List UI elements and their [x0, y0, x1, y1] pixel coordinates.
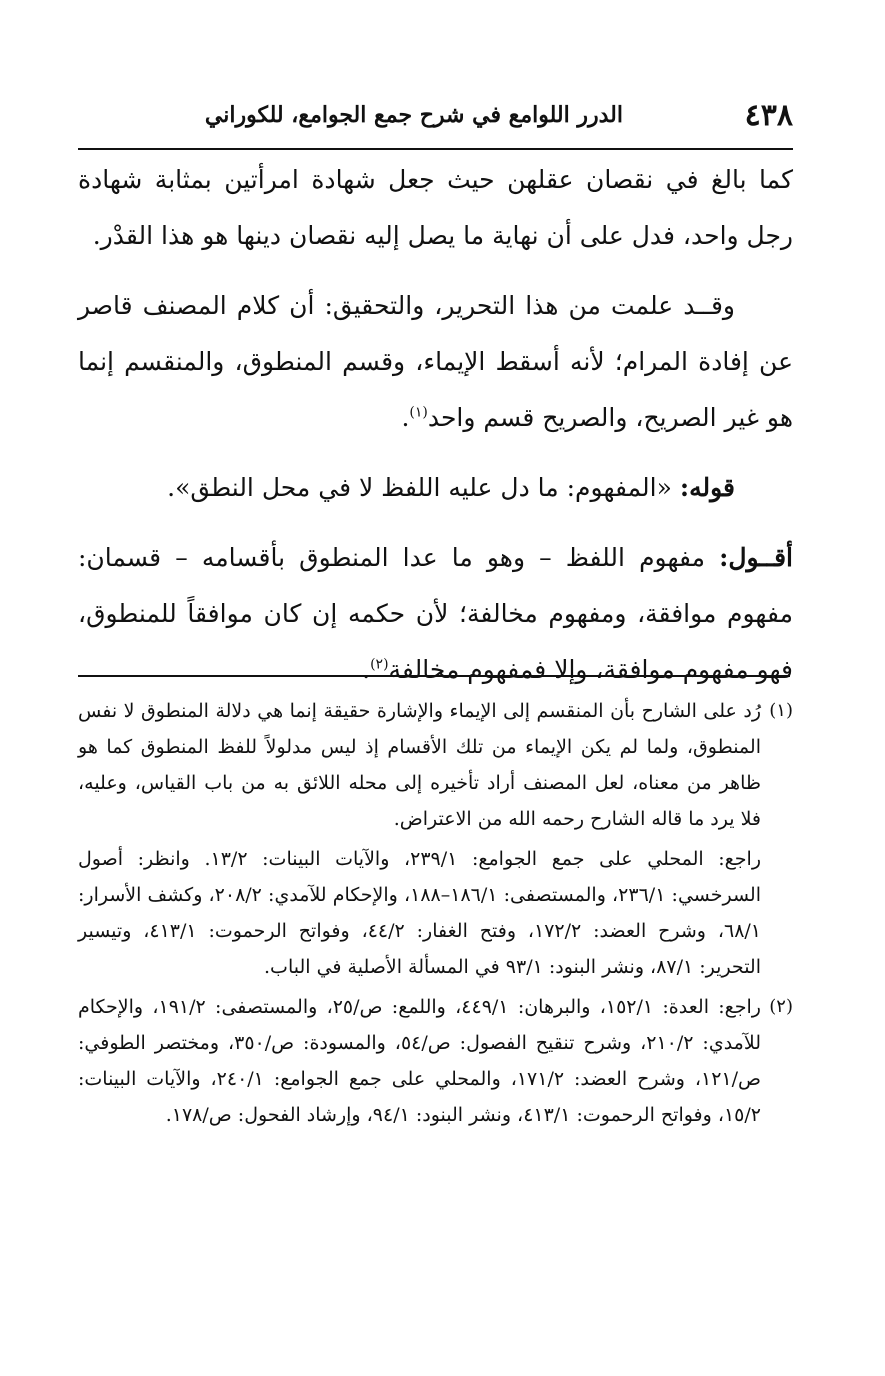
- paragraph-2: وقــد علمت من هذا التحرير، والتحقيق: أن كلام المصنف قاصر عن إفادة المرام؛ لأنه أسقط الإيماء، وقسم المنطوق، والمنقسم إنما هو غير الصريح، والصريح قسم واحد$^{(١)}$.: [78, 291, 793, 432]
- footnote-2: [78, 989, 793, 1133]
- book-page: [78, 0, 793, 1376]
- footnote-ref-2: (٢): [370, 656, 389, 673]
- footnote-1-references: راجع: المحلي على جمع الجوامع: ٢٣٩/١، والآيات البينات: ١٣/٢. وانظر: أصول السرخسي: ٢٣٦/١، والمستصفى: ١٨٦/١–١٨٨، والإحكام للآمدي: ٢٠٨/٢، وكشف الأسرار: ٦٨/١، وشرح العضد: ١٧٢/٢، وفتح الغفار: ٤٤/٢، وفواتح الرحموت: ٤١٣/١، وتيسير التحرير: ٨٧/١، ونشر البنود: ٩٣/١ في المسألة الأصلية في الباب.: [78, 848, 762, 978]
- footnote-1: [78, 693, 793, 985]
- header-divider: [78, 148, 793, 150]
- page-header: [78, 96, 793, 140]
- running-title: الدرر اللوامع في شرح جمع الجوامع، للكوراني: [204, 102, 623, 128]
- footnote-1-number: (١): [769, 700, 793, 721]
- main-text: [78, 152, 793, 698]
- footnote-1-text: رُد على الشارح بأن المنقسم إلى الإيماء والإشارة حقيقة إنما هي دلالة المنطوق لا نفس المنطوق، ولما لم يكن الإيماء من تلك الأقسام إذ ليس مدلولاً للفظ المنطوق كما هو ظاهر من معناه، لعل المصنف أراد تأخيره إلى محله اللائق به من باب القياس، وعليه، فلا يرد ما قاله الشارح رحمه الله من الاعتراض.: [78, 700, 761, 830]
- paragraph-4: أقــول: مفهوم اللفظ – وهو ما عدا المنطوق بأقسامه – قسمان: مفهوم موافقة، ومفهوم مخالفة؛ لأن حكمه إن كان موافقاً للمنطوق، فهو مفهوم موافقة، وإلا فمفهوم مخالفة$^{(٢)}$.: [78, 543, 793, 684]
- footnote-divider: [78, 675, 790, 677]
- paragraph-1: كما بالغ في نقصان عقلهن حيث جعل شهادة امرأتين بمثابة شهادة رجل واحد، فدل على أن نهاية ما يصل إليه نقصان دينها هو هذا القدْر.: [78, 165, 793, 250]
- commentary-label: أقــول:: [719, 543, 793, 572]
- paragraph-3: قوله: «المفهوم: ما دل عليه اللفظ لا في محل النطق».: [167, 473, 735, 502]
- footnote-2-number: (٢): [769, 996, 793, 1017]
- footnote-2-text: راجع: العدة: ١٥٢/١، والبرهان: ٤٤٩/١، واللمع: ص/٢٥، والمستصفى: ١٩١/٢، والإحكام للآمدي: ٢١٠/٢، وشرح تنقيح الفصول: ص/٥٤، والمسودة: ص/٣٥٠، ومختصر الطوفي: ص/١٢١، وشرح العضد: ١٧١/٢، والمحلي على جمع الجوامع: ٢٤٠/١، والآيات البينات: ١٥/٢، وفواتح الرحموت: ٤١٣/١، ونشر البنود: ٩٤/١، وإرشاد الفحول: ص/١٧٨.: [78, 996, 762, 1126]
- footnotes: [78, 693, 793, 1133]
- footnote-ref-1: (١): [409, 404, 428, 421]
- page-number: ٤٣٨: [744, 98, 793, 133]
- quote-label: قوله:: [679, 473, 735, 502]
